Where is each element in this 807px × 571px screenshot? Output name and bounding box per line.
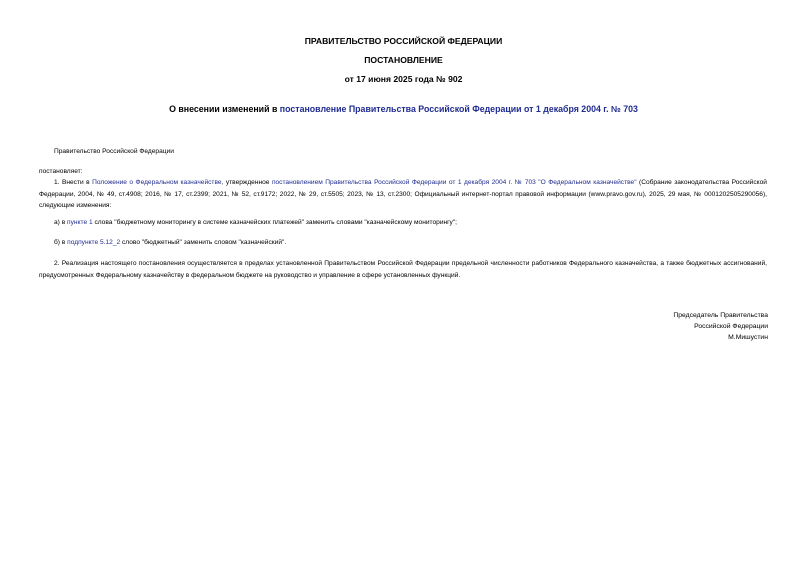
signature-name: М.Мишустин bbox=[728, 334, 768, 341]
item-b-link[interactable]: подпункте 5.12_2 bbox=[67, 239, 121, 246]
title-prefix: О внесении изменений в bbox=[169, 104, 280, 114]
item-1 bbox=[39, 177, 767, 212]
item-b-pre: б) в bbox=[54, 239, 68, 246]
item-b bbox=[54, 237, 286, 249]
item-a-link[interactable]: пункте 1 bbox=[67, 219, 93, 226]
item-1-pre: 1. Внести в bbox=[54, 179, 93, 186]
title-link[interactable]: постановление Правительства Российской Федерации от 1 декабря 2004 г. № 703 bbox=[279, 104, 638, 114]
signature-title: Председатель Правительства bbox=[673, 312, 768, 319]
header-government: ПРАВИТЕЛЬСТВО РОССИЙСКОЙ ФЕДЕРАЦИИ bbox=[304, 36, 503, 46]
item-a-post: слова "бюджетному мониторингу в системе казначейских платежей" заменить словами "казначейскому мониторингу"; bbox=[92, 219, 458, 226]
item-2: 2. Реализация настоящего постановления осуществляется в пределах установленной Правительством Российской Федерации предельной численности работников Федерального казначейства, а также бюджетных ассигнований, предусмотренных Федеральному казначейству в федеральном бюджете на руководство и управление в сфере установленных функций. bbox=[39, 260, 767, 279]
item-1-link-regulation[interactable]: Положение о Федеральном казначействе, bbox=[92, 179, 224, 186]
item-1-post: (Собрание законодательства Российской Федерации, 2004, № 49, ст.4908; 2016, № 17, ст.2399; 2021, № 52, ст.9172; 2022, № 29, ст.5505; 2023, № 13, ст.2300; Официальный интернет-портал правовой информации (www.pravo.gov.ru), 2025, 29 мая, № 0001202505290056), следующие изменения: bbox=[39, 179, 767, 209]
decrees-line: постановляет: bbox=[39, 168, 83, 175]
document-title bbox=[0, 103, 807, 115]
item-1-link-decree[interactable]: постановлением Правительства Российской Федерации от 1 декабря 2004 г. № 703 "О Федеральном казначействе" bbox=[271, 179, 637, 186]
item-1-mid: утвержденное bbox=[223, 179, 272, 186]
item-b-post: слово "бюджетный" заменить словом "казначейский". bbox=[120, 239, 287, 246]
header-doc-type: ПОСТАНОВЛЕНИЕ bbox=[364, 55, 443, 65]
header-date-number: от 17 июня 2025 года № 902 bbox=[344, 74, 463, 84]
government-line: Правительство Российской Федерации bbox=[54, 148, 174, 155]
item-a bbox=[54, 217, 457, 229]
item-a-pre: а) в bbox=[54, 219, 68, 226]
signature-country: Российской Федерации bbox=[694, 323, 768, 330]
